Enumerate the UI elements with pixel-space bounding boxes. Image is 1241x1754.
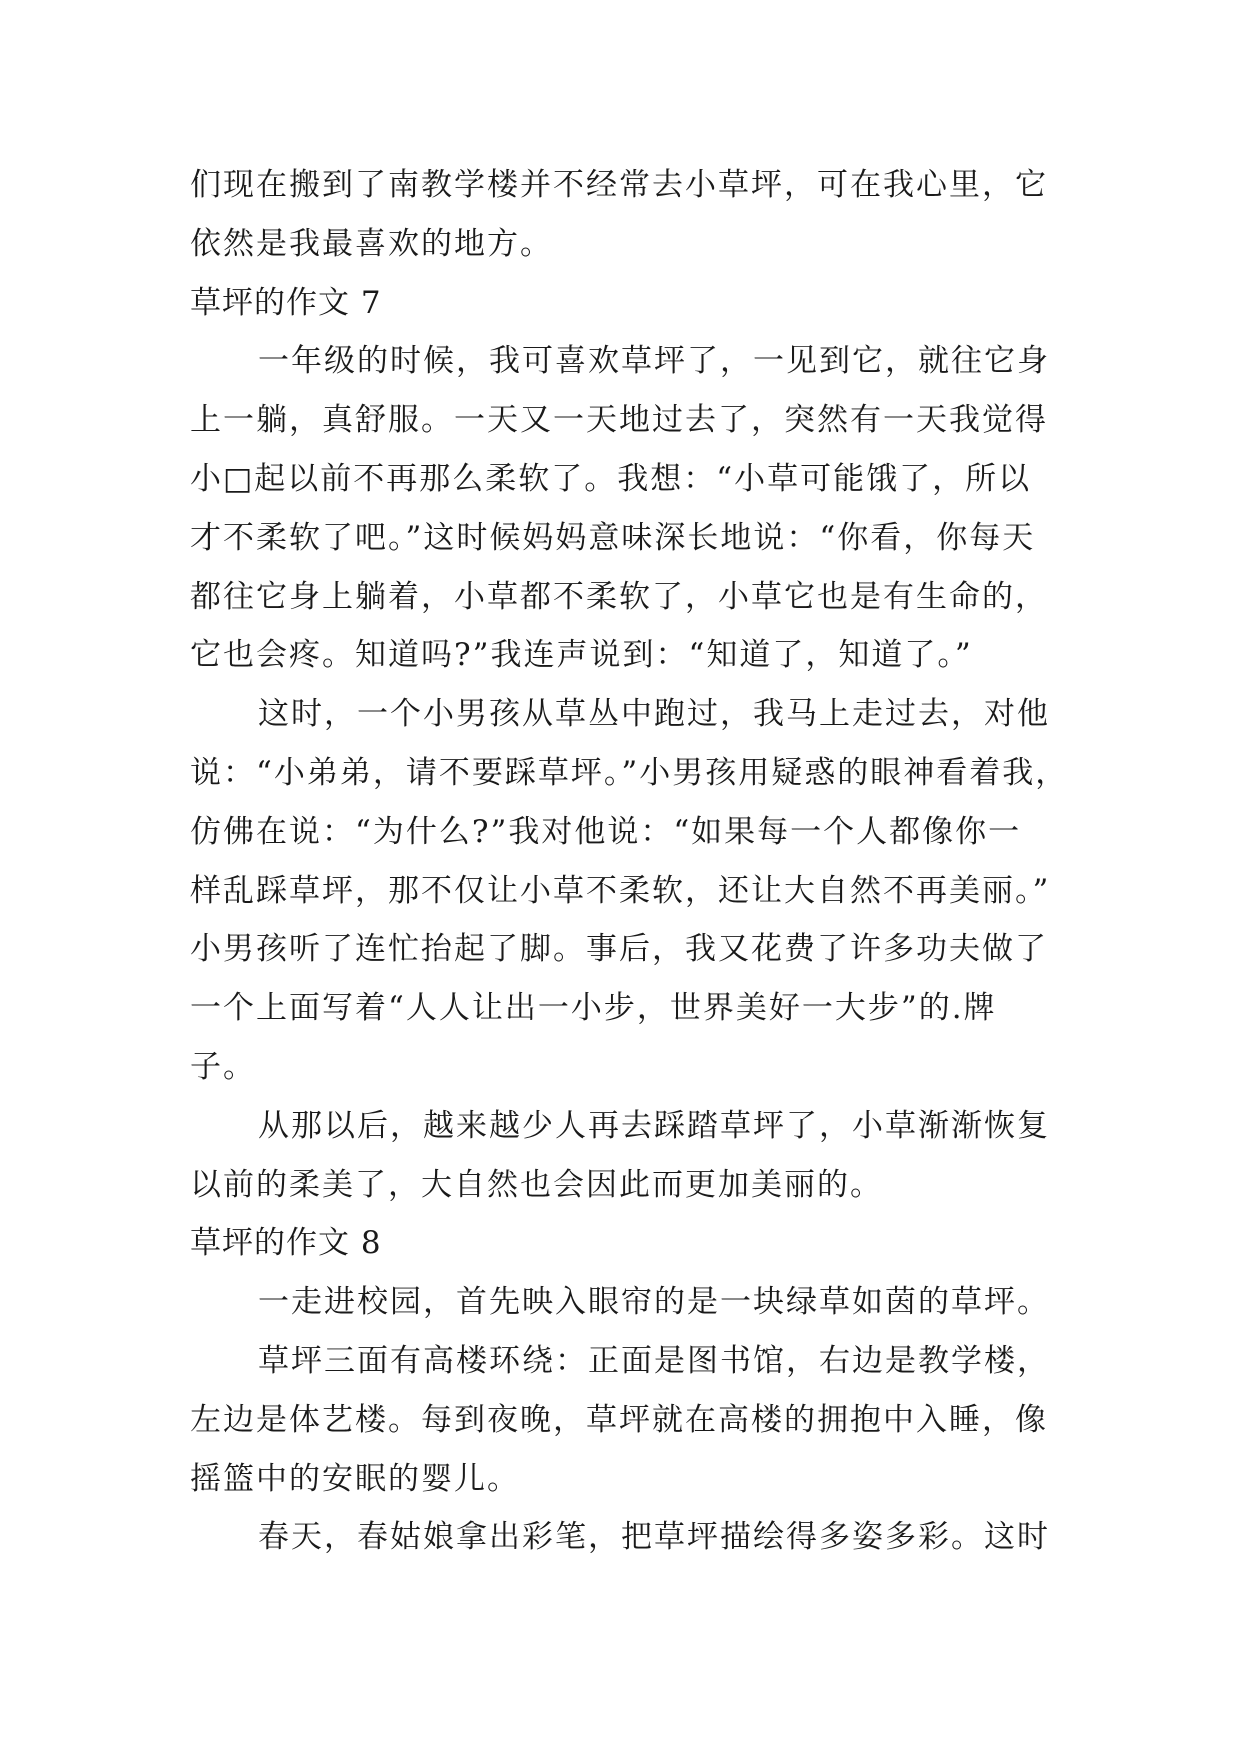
text-line: 样乱踩草坪，那不仅让小草不柔软，还让大自然不再美丽。” [190,872,1051,909]
text-line: 说：“小弟弟，请不要踩草坪。”小男孩用疑惑的眼神看着我， [190,754,1069,791]
text-line: 摇篮中的安眠的婴儿。 [190,1460,520,1497]
text-line: 小□起以前不再那么柔软了。我想：“小草可能饿了，所以 [190,460,1032,497]
text-line: 依然是我最喜欢的地方。 [190,225,553,262]
text-line: 春天，春姑娘拿出彩笔，把草坪描绘得多姿多彩。这时 [258,1519,1050,1556]
text-line: 左边是体艺楼。每到夜晚，草坪就在高楼的拥抱中入睡，像 [190,1401,1048,1438]
text-line: 这时，一个小男孩从草丛中跑过，我马上走过去，对他 [258,696,1050,733]
text-line: 一走进校园，首先映入眼帘的是一块绿草如茵的草坪。 [258,1284,1050,1321]
text-line: 草坪三面有高楼环绕：正面是图书馆，右边是教学楼， [258,1342,1050,1379]
text-line: 们现在搬到了南教学楼并不经常去小草坪，可在我心里，它 [190,167,1048,203]
text-line: 才不柔软了吧。”这时候妈妈意味深长地说：“你看，你每天 [190,519,1036,556]
text-line: 从那以后，越来越少人再去踩踏草坪了，小草渐渐恢复 [258,1107,1050,1144]
text-line: 一年级的时候，我可喜欢草坪了，一见到它，就往它身 [258,343,1050,380]
text-line: 上一躺，真舒服。一天又一天地过去了，突然有一天我觉得 [190,402,1048,439]
text-line: 仿佛在说：“为什么?”我对他说：“如果每一个人都像你一 [190,813,1022,850]
document-page [190,156,1069,1567]
text-line: 一个上面写着“人人让出一小步，世界美好一大步”的.牌 [190,990,997,1027]
text-line: 都往它身上躺着，小草都不柔软了，小草它也是有生命的， [190,578,1048,615]
text-line: 小男孩听了连忙抬起了脚。事后，我又花费了许多功夫做了 [190,931,1048,968]
text-line: 它也会疼。知道吗?”我连声说到：“知道了，知道了。” [190,637,973,674]
text-line: 以前的柔美了，大自然也会因此而更加美丽的。 [190,1166,883,1203]
section-heading: 草坪的作文 7 [190,284,382,321]
section-heading: 草坪的作文 8 [190,1225,382,1262]
text-line: 子。 [190,1048,256,1085]
